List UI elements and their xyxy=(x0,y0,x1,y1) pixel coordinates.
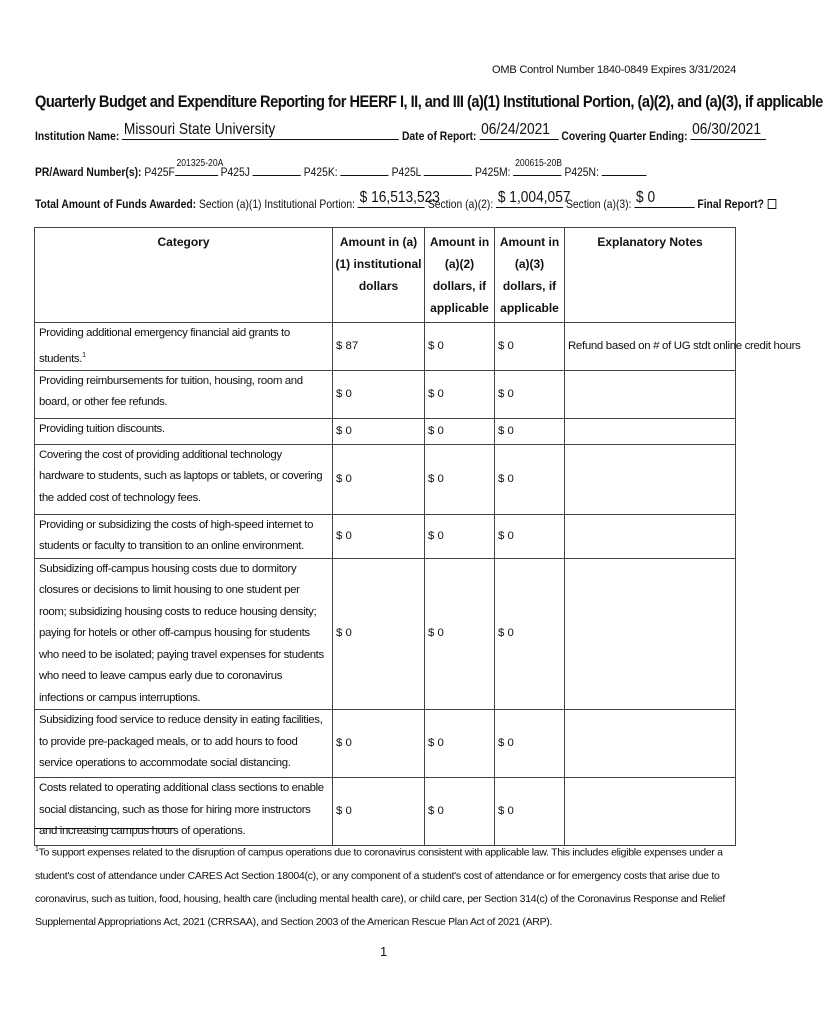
row-amount-a2[interactable]: $ 0 xyxy=(425,558,495,710)
row-category-text: Providing additional emergency financial aid grants to students. xyxy=(39,327,290,365)
row-category xyxy=(35,558,333,710)
table-row xyxy=(35,558,736,710)
row-amount-a1[interactable]: $ 0 xyxy=(333,418,425,444)
row-category-text: Covering the cost of providing additional technology hardware to students, such as laptops or tablets, or covering the added cost of technology fees. xyxy=(39,448,323,504)
table-row xyxy=(35,418,736,444)
sec-a1-label: Section (a)(1) Institutional Portion: xyxy=(198,197,356,211)
row-category xyxy=(35,778,333,846)
row-amount-a2[interactable]: $ 0 xyxy=(425,514,495,558)
p425n-field[interactable] xyxy=(602,162,647,176)
p425f-label: P425F xyxy=(144,165,175,179)
institution-row xyxy=(35,121,766,143)
footnote-rule xyxy=(35,828,175,829)
p425l-label: P425L xyxy=(391,165,422,179)
footnote xyxy=(35,838,735,934)
row-amount-a3[interactable]: $ 0 xyxy=(495,710,565,778)
header-a3: Amount in (a)(3) dollars, if applicable xyxy=(495,228,565,323)
row-notes[interactable] xyxy=(565,778,736,846)
row-category-text: Providing tuition discounts. xyxy=(39,422,165,435)
row-category xyxy=(35,323,333,371)
row-amount-a1[interactable]: $ 0 xyxy=(333,710,425,778)
table-body xyxy=(35,323,801,846)
row-amount-a2[interactable]: $ 0 xyxy=(425,778,495,846)
p425m-field[interactable] xyxy=(513,158,562,176)
table-row xyxy=(35,370,736,418)
p425k-field[interactable] xyxy=(341,162,389,176)
row-category xyxy=(35,444,333,514)
row-amount-a2[interactable]: $ 0 xyxy=(425,710,495,778)
quarter-value: 06/30/2021 xyxy=(692,121,761,138)
sec-a2-label: Section (a)(2): xyxy=(427,197,494,211)
sec-a1-field[interactable] xyxy=(358,189,440,208)
row-category-text: Providing or subsidizing the costs of high-speed internet to students or faculty to transition to an online environment. xyxy=(39,518,314,553)
sec-a2-field[interactable] xyxy=(496,189,571,208)
p425m-label: P425M: xyxy=(474,165,511,179)
p425n-label: P425N: xyxy=(564,165,599,179)
row-notes[interactable]: Refund based on # of UG stdt online credit hours xyxy=(565,323,736,371)
page-number: 1 xyxy=(380,944,388,959)
institution-field[interactable] xyxy=(122,121,399,140)
row-amount-a2[interactable]: $ 0 xyxy=(425,418,495,444)
footnote-text: To support expenses related to the disruption of campus operations due to coronavirus consistent with applicable law. This includes eligible expenses under a student's cost of attendance under CARES Act Section 18004(c), or any component of a student's cost of attendance or for emergency costs that arise due to coronavirus, such as tuition, food, housing, health care (including mental health care), or child care, per Section 314(c) of the Coronavirus Response and Relief Supplemental Appropriations Act, 2021 (CRRSAA), and Section 2003 of the American Rescue Plan Act of 2021 (ARP). xyxy=(35,846,726,928)
row-amount-a3[interactable]: $ 0 xyxy=(495,558,565,710)
header-notes: Explanatory Notes xyxy=(565,228,736,323)
row-amount-a3[interactable]: $ 0 xyxy=(495,514,565,558)
p425f-value: 201325-20A xyxy=(176,158,224,169)
row-category-text: Providing reimbursements for tuition, housing, room and board, or other fee refunds. xyxy=(39,374,303,409)
row-amount-a3[interactable]: $ 0 xyxy=(495,418,565,444)
row-category xyxy=(35,514,333,558)
row-amount-a1[interactable]: $ 0 xyxy=(333,370,425,418)
footnote-marker: 1 xyxy=(35,846,39,853)
row-category xyxy=(35,710,333,778)
row-amount-a1[interactable]: $ 0 xyxy=(333,444,425,514)
p425j-field[interactable] xyxy=(253,162,301,176)
row-category xyxy=(35,418,333,444)
row-amount-a2[interactable]: $ 0 xyxy=(425,370,495,418)
row-amount-a1[interactable]: $ 87 xyxy=(333,323,425,371)
row-category-text: Subsidizing off-campus housing costs due to dormitory closures or decisions to limit housing to one student per room; subsidizing housing costs to reduce housing density; paying for hotels or other off-campus housing for students who need to be isolated; paying travel expenses for students who need to leave campus early due to coronavirus infections or campus interruptions. xyxy=(39,562,324,704)
row-category-text: Subsidizing food service to reduce density in eating facilities, to provide pre-packaged meals, or to add hours to food service operations to accommodate social distancing. xyxy=(39,714,323,770)
sec-a3-label: Section (a)(3): xyxy=(566,197,632,211)
row-amount-a3[interactable]: $ 0 xyxy=(495,778,565,846)
p425l-field[interactable] xyxy=(424,162,472,176)
row-amount-a1[interactable]: $ 0 xyxy=(333,514,425,558)
row-amount-a2[interactable]: $ 0 xyxy=(425,444,495,514)
table-row xyxy=(35,778,736,846)
p425j-label: P425J xyxy=(220,165,250,179)
row-amount-a1[interactable]: $ 0 xyxy=(333,778,425,846)
final-report-checkbox[interactable] xyxy=(767,199,776,209)
sec-a3-field[interactable] xyxy=(634,189,694,208)
row-notes[interactable] xyxy=(565,710,736,778)
header-a1: Amount in (a)(1) institutional dollars xyxy=(333,228,425,323)
row-amount-a3[interactable]: $ 0 xyxy=(495,370,565,418)
row-notes[interactable] xyxy=(565,418,736,444)
sec-a3-value: $ 0 xyxy=(636,189,656,206)
row-footnote-marker: 1 xyxy=(82,351,86,359)
row-amount-a2[interactable]: $ 0 xyxy=(425,323,495,371)
date-value: 06/24/2021 xyxy=(481,121,550,138)
quarter-label: Covering Quarter Ending: xyxy=(561,129,688,143)
table-row xyxy=(35,514,736,558)
sec-a2-value: $ 1,004,057 xyxy=(497,189,571,206)
quarter-field[interactable] xyxy=(690,121,766,140)
table-row xyxy=(35,444,736,514)
institution-label: Institution Name: xyxy=(35,129,120,143)
date-field[interactable] xyxy=(479,121,558,140)
p425k-label: P425K: xyxy=(303,165,338,179)
p425m-value: 200615-20B xyxy=(515,158,562,169)
p425f-field[interactable] xyxy=(175,158,224,176)
row-category xyxy=(35,370,333,418)
expenditure-table xyxy=(34,227,801,846)
award-label: PR/Award Number(s): xyxy=(35,165,142,179)
table-row xyxy=(35,323,736,371)
omb-control-number: OMB Control Number 1840-0849 Expires 3/31/2024 xyxy=(492,64,736,76)
award-row xyxy=(35,158,646,179)
row-category-text: Costs related to operating additional class sections to enable social distancing, such as those for hiring more instructors and increasing campus hours of operations. xyxy=(39,782,324,838)
table-row xyxy=(35,710,736,778)
total-row xyxy=(35,189,776,211)
date-label: Date of Report: xyxy=(401,129,477,143)
header-a2: Amount in (a)(2) dollars, if applicable xyxy=(425,228,495,323)
total-label: Total Amount of Funds Awarded: xyxy=(35,197,197,211)
final-report-label: Final Report? xyxy=(697,197,764,211)
header-category: Category xyxy=(35,228,333,323)
page-title: Quarterly Budget and Expenditure Reporting for HEERF I, II, and III (a)(1) Institutional Portion, (a)(2), and (a)(3), if applicable xyxy=(35,92,823,111)
row-amount-a3[interactable]: $ 0 xyxy=(495,444,565,514)
row-notes[interactable] xyxy=(565,370,736,418)
row-notes[interactable] xyxy=(565,514,736,558)
table-header-row xyxy=(35,228,736,323)
sec-a1-value: $ 16,513,523 xyxy=(359,189,440,206)
row-amount-a3[interactable]: $ 0 xyxy=(495,323,565,371)
row-amount-a1[interactable]: $ 0 xyxy=(333,558,425,710)
row-notes[interactable] xyxy=(565,558,736,710)
institution-value: Missouri State University xyxy=(123,121,276,138)
row-notes[interactable] xyxy=(565,444,736,514)
